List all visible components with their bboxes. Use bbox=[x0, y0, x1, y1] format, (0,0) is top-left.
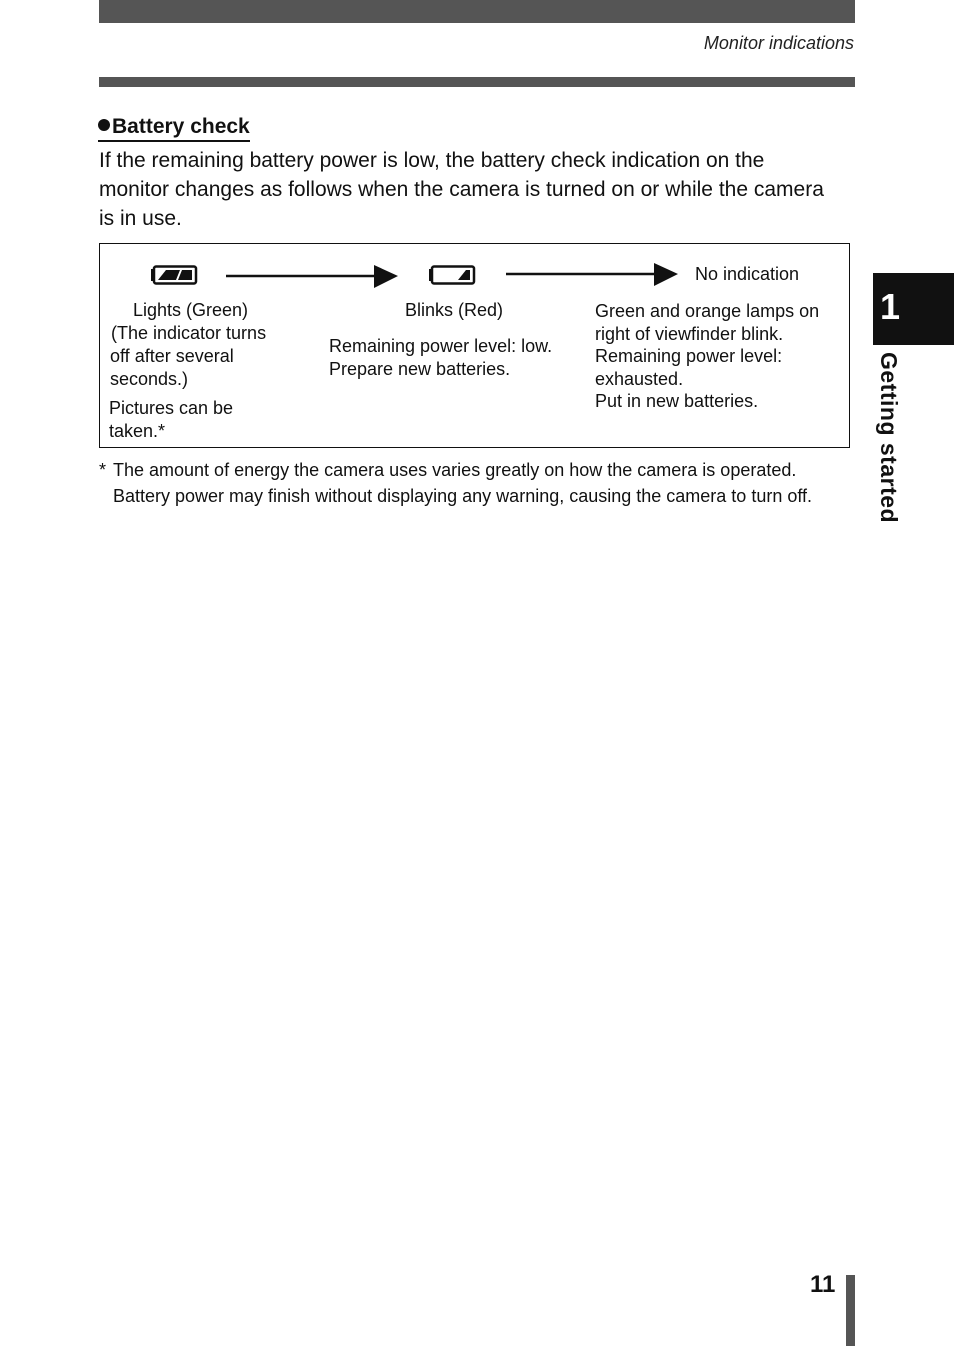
state-1-label: Lights (Green) bbox=[133, 300, 249, 320]
state-1-note: Pictures can be bbox=[109, 398, 234, 418]
battery-status-diagram bbox=[99, 243, 850, 448]
page-number: 11 bbox=[810, 1271, 836, 1298]
state-2-label: Blinks (Red) bbox=[405, 300, 504, 320]
state-3-label: No indication bbox=[695, 264, 800, 284]
state-3-detail: Put in new batteries. bbox=[595, 391, 759, 411]
header-top-bar bbox=[99, 0, 855, 23]
footnote bbox=[99, 457, 851, 509]
state-2-detail: Remaining power level: low. bbox=[329, 336, 553, 356]
header-rule-bar bbox=[99, 77, 855, 87]
battery-full-icon bbox=[150, 265, 198, 285]
state-3-detail: Remaining power level: bbox=[595, 346, 783, 366]
state-1-detail: (The indicator turns bbox=[111, 323, 267, 343]
state-3-detail: Green and orange lamps on bbox=[595, 301, 820, 321]
section-heading-text: Battery check bbox=[112, 115, 250, 138]
bullet-icon bbox=[98, 119, 110, 131]
section-heading bbox=[98, 115, 250, 142]
running-header-title: Monitor indications bbox=[703, 33, 854, 53]
footnote-marker: * bbox=[99, 460, 107, 480]
state-3-detail: exhausted. bbox=[595, 369, 684, 389]
state-1-note: taken.* bbox=[109, 421, 166, 441]
chapter-number: 1 bbox=[880, 286, 901, 327]
page-edge-bar bbox=[846, 1275, 855, 1346]
chapter-title: Getting started bbox=[876, 352, 902, 524]
state-1-detail: seconds.) bbox=[110, 369, 189, 389]
footnote-text: The amount of energy the camera uses varies greatly on how the camera is operated. Battery power may finish without displaying any warning, causing the camera to turn off. bbox=[113, 460, 813, 506]
arrow-right-icon bbox=[506, 263, 678, 287]
state-2-detail: Prepare new batteries. bbox=[329, 359, 511, 379]
state-3-detail: right of viewfinder blink. bbox=[595, 324, 784, 344]
state-1-detail: off after several bbox=[110, 346, 234, 366]
battery-low-icon bbox=[428, 265, 476, 285]
intro-paragraph: If the remaining battery power is low, the battery check indication on the monitor changes as follows when the camera is turned on or while the camera is in use. bbox=[99, 149, 824, 230]
arrow-right-icon bbox=[226, 265, 398, 289]
